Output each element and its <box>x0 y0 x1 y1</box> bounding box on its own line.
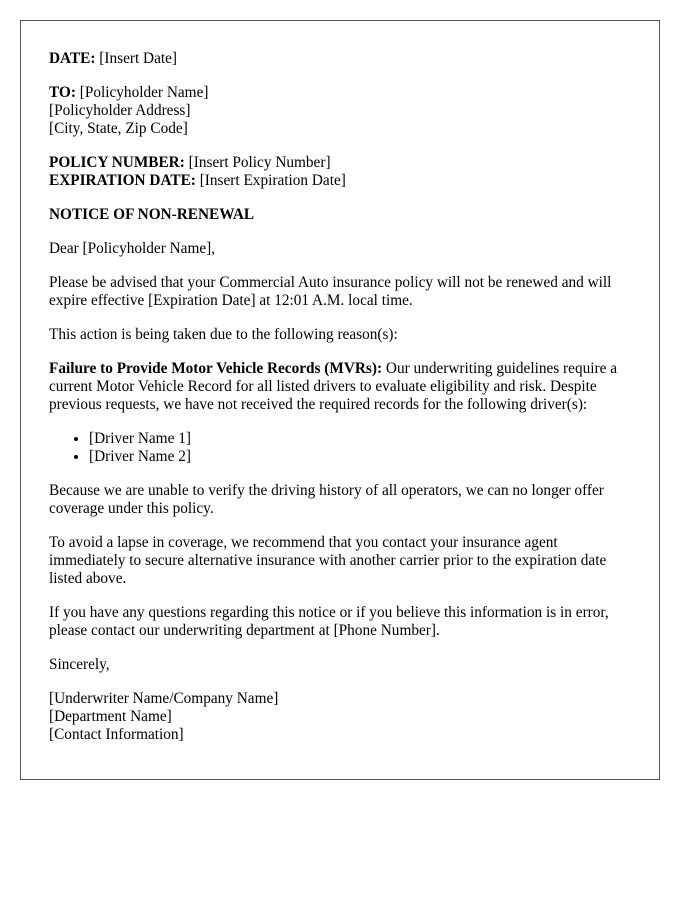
reason-paragraph <box>49 360 631 414</box>
letter-document <box>20 20 660 780</box>
reason-intro-paragraph: This action is being taken due to the following reason(s): <box>49 326 398 343</box>
policy-number-value: [Insert Policy Number] <box>184 154 331 171</box>
signature-block <box>49 690 631 744</box>
unable-verify-paragraph: Because we are unable to verify the driving history of all operators, we can no longer offer coverage under this policy. <box>49 482 604 517</box>
reason-text: Our underwriting guidelines require a current Motor Vehicle Record for all listed drivers to evaluate eligibility and risk. Despite previous requests, we have not received the required records for the following driver(s): <box>49 360 617 413</box>
driver-list-item: • [Driver Name 2] <box>89 448 631 466</box>
recommendation-paragraph: To avoid a lapse in coverage, we recommend that you contact your insurance agent immediately to secure alternative insurance with another carrier prior to the expiration date listed above. <box>49 534 607 587</box>
closing: Sincerely, <box>49 656 110 673</box>
notice-title <box>49 206 631 224</box>
recipient-block <box>49 84 631 138</box>
reason-label: Failure to Provide Motor Vehicle Records (MVRs): <box>49 360 383 377</box>
date-value: [Insert Date] <box>95 50 178 67</box>
driver-list-item: • [Driver Name 1] <box>89 430 631 448</box>
date-line <box>49 50 631 68</box>
recipient-city-state-zip: [City, State, Zip Code] <box>49 120 188 137</box>
date-label: DATE: <box>49 50 96 67</box>
intro-paragraph: Please be advised that your Commercial Auto insurance policy will not be renewed and will expire effective [Expiration Date] at 12:01 A.M. local time. <box>49 274 612 309</box>
signature-department: [Department Name] <box>49 708 172 725</box>
driver-list <box>49 430 631 466</box>
to-label: TO: <box>49 84 76 101</box>
signature-contact: [Contact Information] <box>49 726 184 743</box>
recipient-address: [Policyholder Address] <box>49 102 191 119</box>
policy-info-block <box>49 154 631 190</box>
policy-number-line <box>49 154 631 172</box>
policy-number-label: POLICY NUMBER: <box>49 154 185 171</box>
salutation: Dear [Policyholder Name], <box>49 240 216 257</box>
expiration-date-label: EXPIRATION DATE: <box>49 172 196 189</box>
expiration-date-line <box>49 172 631 190</box>
expiration-date-value: [Insert Expiration Date] <box>195 172 346 189</box>
notice-title-text: NOTICE OF NON-RENEWAL <box>49 206 255 223</box>
signature-name: [Underwriter Name/Company Name] <box>49 690 279 707</box>
recipient-name-line <box>49 84 631 102</box>
questions-paragraph: If you have any questions regarding this notice or if you believe this information is in error, please contact our underwriting department at [Phone Number]. <box>49 604 609 639</box>
recipient-name: [Policyholder Name] <box>75 84 209 101</box>
